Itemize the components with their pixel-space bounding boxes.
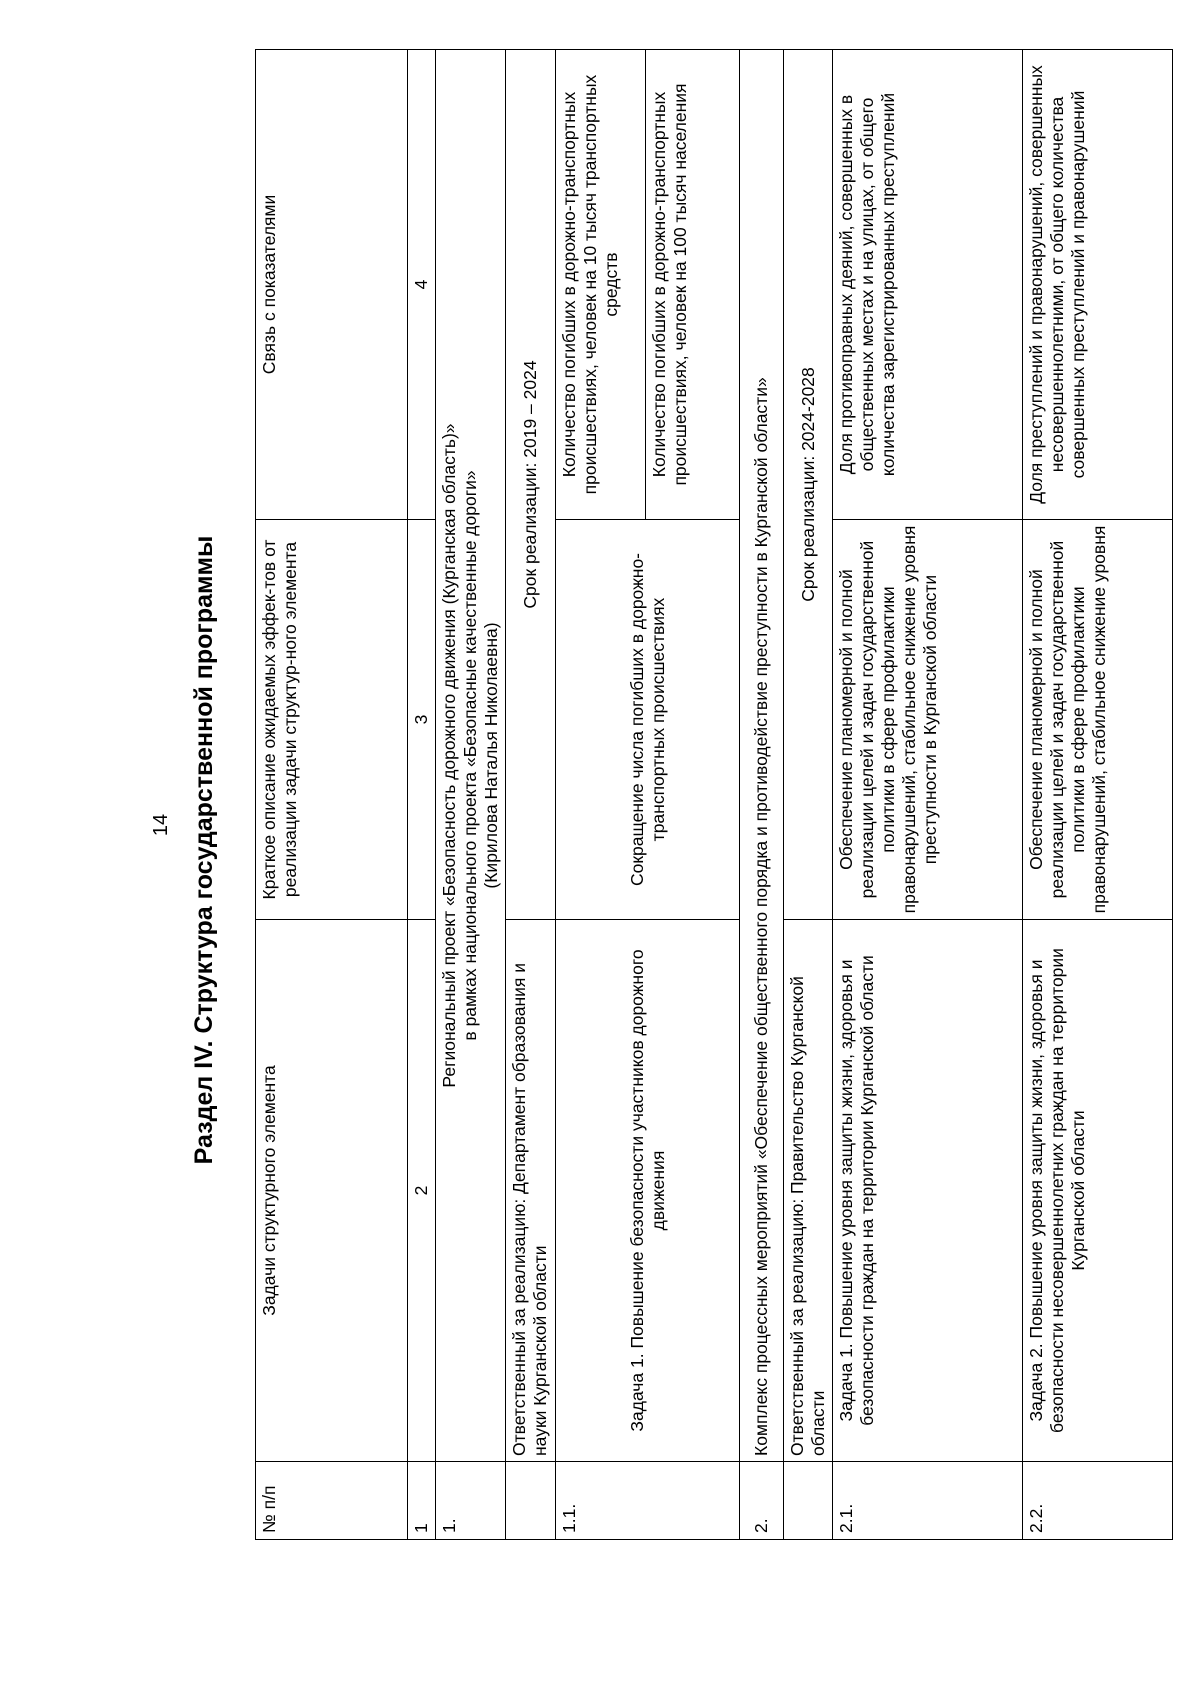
- indicator-text: Доля противоправных деяний, совершенных в общественных местах и на улицах, от общего количества зарегистрированных преступлений: [833, 50, 1023, 520]
- column-number: 2: [408, 920, 436, 1462]
- indicator-text: Доля преступлений и правонарушений, совершенных несовершеннолетними, от общего количества совершенных преступлений и правонарушений: [1023, 50, 1173, 520]
- effect-text: Сокращение числа погибших в дорожно-транспортных происшествиях: [556, 520, 740, 920]
- task-number: 2.2.: [1023, 1462, 1173, 1540]
- section-number: 2.: [740, 1462, 784, 1540]
- task-number: 1.1.: [556, 1462, 740, 1540]
- page-title: Раздел IV. Структура государственной программы: [190, 535, 218, 1165]
- header-number: № п/п: [256, 1462, 408, 1540]
- header-tasks: Задачи структурного элемента: [256, 920, 408, 1462]
- responsible-row: [506, 50, 556, 1540]
- column-number-row: [408, 50, 436, 1540]
- task-text: Задача 1. Повышение безопасности участников дорожного движения: [556, 920, 740, 1462]
- indicator-text: Количество погибших в дорожно-транспортных происшествиях, человек на 10 тысяч транспортных средств: [556, 50, 646, 520]
- section-number: 1.: [436, 1462, 506, 1540]
- table-header-row: [256, 50, 408, 1540]
- page-number: 14: [150, 813, 172, 837]
- indicator-text: Количество погибших в дорожно-транспортных происшествиях, человек на 100 тысяч населения: [646, 50, 740, 520]
- section-title-line: в рамках национального проекта «Безопасные качественные дороги»: [460, 470, 480, 1041]
- empty-cell: [506, 1462, 556, 1540]
- task-text: Задача 1. Повышение уровня защиты жизни, здоровья и безопасности граждан на территории Курганской области: [833, 920, 1023, 1462]
- empty-cell: [784, 1462, 833, 1540]
- effect-text: Обеспечение планомерной и полной реализации целей и задач государственной политики в сфере профилактики правонарушений, стабильное снижение уровня: [1023, 520, 1173, 920]
- section-title-line: Региональный проект «Безопасность дорожного движения (Курганская область)»: [439, 423, 459, 1088]
- term-text: Срок реализации: 2019 – 2024: [506, 50, 556, 920]
- section-title: [436, 50, 506, 1462]
- task-number: 2.1.: [833, 1462, 1023, 1540]
- task-row: [556, 50, 646, 1540]
- section-row: [436, 50, 506, 1540]
- responsible-text: Ответственный за реализацию: Правительство Курганской области: [784, 920, 833, 1462]
- task-row: [833, 50, 1023, 1540]
- term-text: Срок реализации: 2024-2028: [784, 50, 833, 920]
- task-text: Задача 2. Повышение уровня защиты жизни, здоровья и безопасности несовершеннолетних граждан на территории Курганской области: [1023, 920, 1173, 1462]
- responsible-row: [784, 50, 833, 1540]
- column-number: 3: [408, 520, 436, 920]
- section-title-line: (Кирилова Наталья Николаевна): [481, 622, 501, 889]
- section-row: [740, 50, 784, 1540]
- structure-table: [255, 49, 1173, 1540]
- responsible-text: Ответственный за реализацию: Департамент образования и науки Курганской области: [506, 920, 556, 1462]
- header-indicators: Связь с показателями: [256, 50, 408, 520]
- header-effects: Краткое описание ожидаемых эффек-тов от реализации задачи структур-ного элемента: [256, 520, 408, 920]
- column-number: 1: [408, 1462, 436, 1540]
- task-row: [1023, 50, 1173, 1540]
- column-number: 4: [408, 50, 436, 520]
- effect-text: Обеспечение планомерной и полной реализации целей и задач государственной политики в сфере профилактики правонарушений, стабильное снижение уровня преступности в Курганской области: [833, 520, 1023, 920]
- section-title: Комплекс процессных мероприятий «Обеспечение общественного порядка и противодействие преступности в Курганской области»: [740, 50, 784, 1462]
